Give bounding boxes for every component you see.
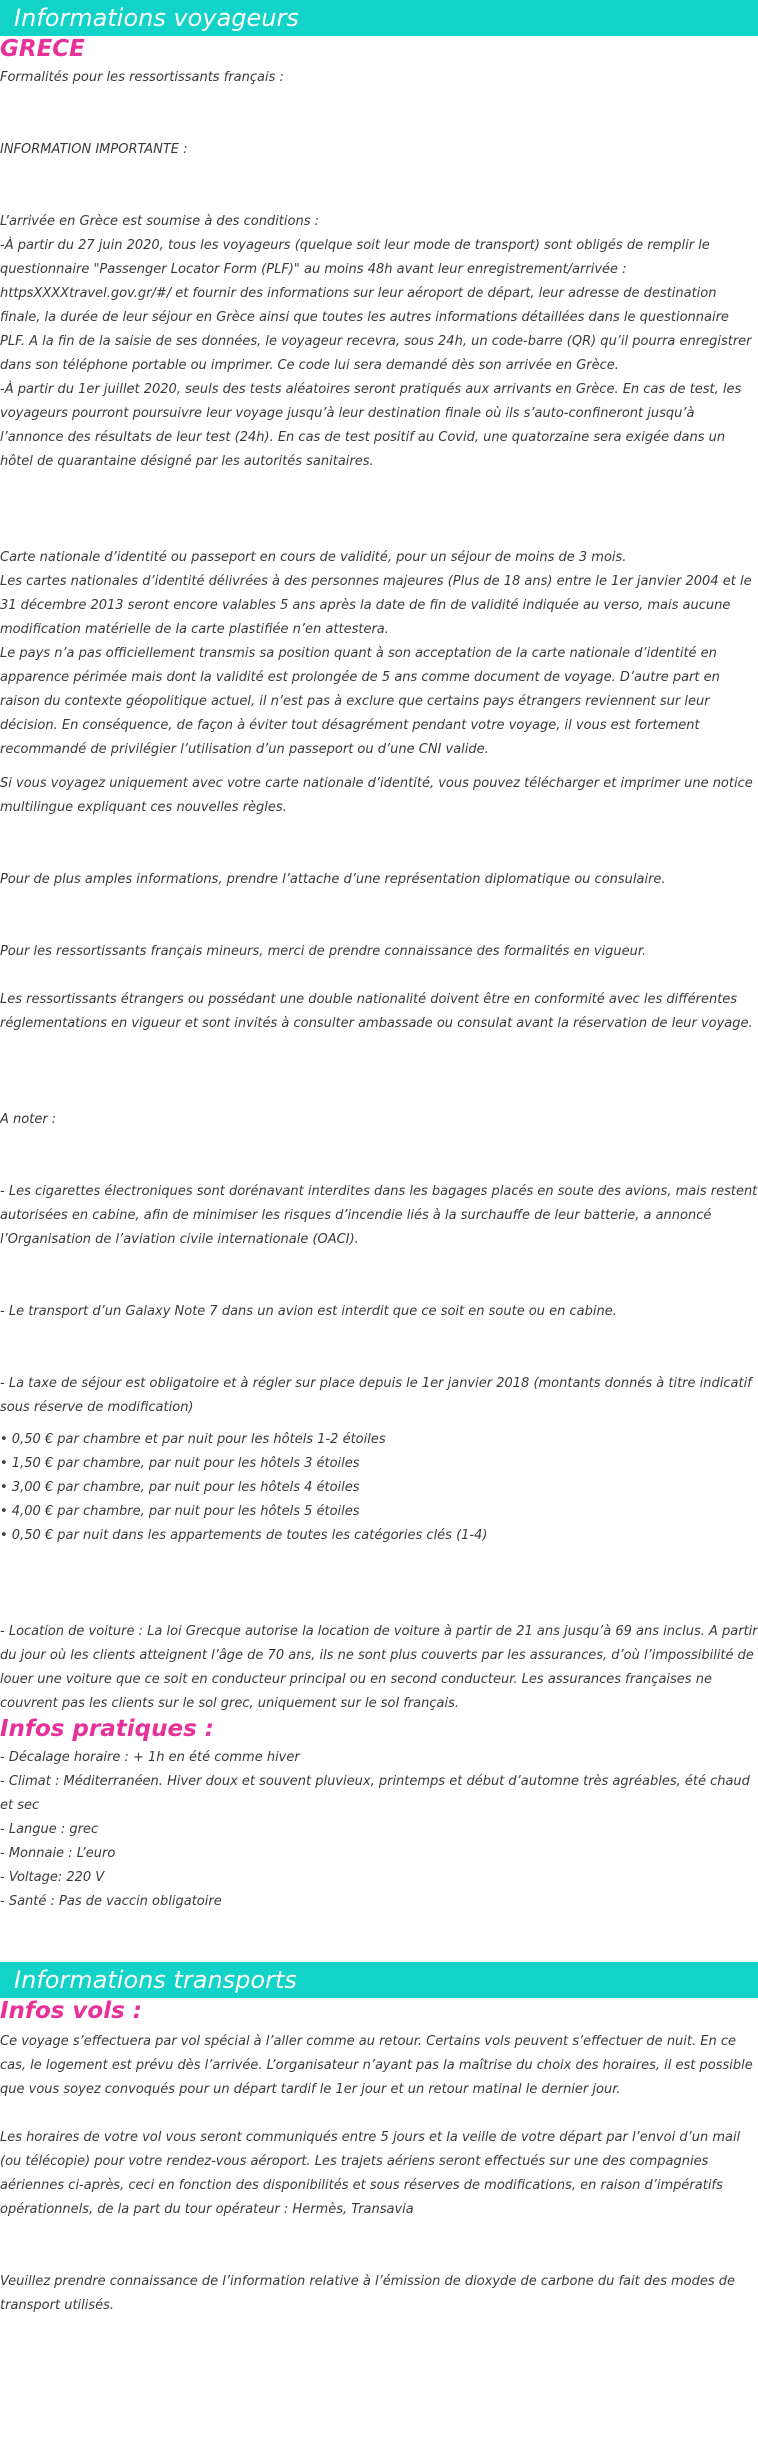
vols-text: Les horaires de votre vol vous seront communiqués entre 5 jours et la veille de votre départ par l’envoi d’un mail (ou télécopie) pour votre rendez-vous aéroport. Les trajets aériens seront effectués sur une des compagnies aériennes ci-après, ceci en fonction des disponibilités et sous réserves de modifications, en raison d’impératifs opérationnels, de la part du tour opérateur : Hermès, Transavia [0, 2130, 741, 2217]
conditions-line: -À partir du 1er juillet 2020, seuls des tests aléatoires seront pratiqués aux arrivants en Grèce. En cas de test, les voyageurs pourront poursuivre leur voyage jusqu’à leur destination finale où ils s’auto-confineront jusqu’à l’annonce des résultats de leur test (24h). En cas de test positif au Covid, une quatorzaine sera exigée dans un hôtel de quarantaine désigné par les autorités sanitaires. [0, 382, 742, 469]
taxe-text: - La taxe de séjour est obligatoire et à régler sur place depuis le 1er janvier 2018 (montants donnés à titre indicatif sous réserve de modification) [0, 1376, 752, 1415]
section-banner-transports: Informations transports [0, 1962, 758, 1998]
pratiques-item: - Monnaie : L’euro [0, 1846, 116, 1861]
conditions-line: -À partir du 27 juin 2020, tous les voyageurs (quelque soit leur mode de transport) sont obligés de remplir le questionnaire "Passenger Locator Form (PLF)" au moins 48h avant leur enregistrement/arrivée : httpsXXXXtravel.gov.gr/#/ et fournir des informations sur leur aéroport de départ, leur adresse de destination finale, la durée de leur séjour en Grèce ainsi que toutes les autres informations détaillées dans le questionnaire PLF. A la fin de la saisie de ses données, le voyageur recevra, sous 24h, un code-barre (QR) qu’il pourra enregistrer dans son téléphone portable ou imprimer. Ce code lui sera demandé dès son arrivée en Grèce. [0, 238, 752, 373]
a-noter-label: A noter : [0, 1112, 57, 1127]
cni-line: Carte nationale d’identité ou passeport en cours de validité, pour un séjour de moins de 3 mois. [0, 550, 627, 565]
diplo-text: Pour de plus amples informations, prendre l’attache d’une représentation diplomatique ou consulaire. [0, 872, 666, 887]
notice-text: Si vous voyagez uniquement avec votre carte nationale d’identité, vous pouvez télécharger et imprimer une notice multilingue expliquant ces nouvelles règles. [0, 776, 753, 815]
cni-line: Le pays n’a pas officiellement transmis sa position quant à son acceptation de la carte nationale d’identité en apparence périmée mais dont la validité est prolongée de 5 ans comme document de voyage. D’autre part en raison du contexte géopolitique actuel, il n’est pas à exclure que certains pays étrangers reviennent sur leur décision. En conséquence, de façon à éviter tout désagrément pendant votre voyage, il vous est fortement recommandé de privilégier l’utilisation d’un passeport ou d’une CNI valide. [0, 646, 720, 757]
taxe-item: • 0,50 € par chambre et par nuit pour les hôtels 1-2 étoiles [0, 1432, 386, 1447]
mineurs-text: Pour les ressortissants français mineurs, merci de prendre connaissance des formalités en vigueur. [0, 944, 647, 959]
infos-pratiques-heading: Infos pratiques : [0, 1716, 214, 1742]
pratiques-item: - Climat : Méditerranéen. Hiver doux et souvent pluvieux, printemps et début d’automne très agréables, été chaud et sec [0, 1774, 750, 1813]
formalites-intro: Formalités pour les ressortissants français : [0, 70, 284, 85]
cigarettes-text: - Les cigarettes électroniques sont dorénavant interdites dans les bagages placés en soute des avions, mais restent autorisées en cabine, afin de minimiser les risques d’incendie liés à la surchauffe de leur batterie, a annoncé l’Organisation de l’aviation civile internationale (OACI). [0, 1184, 758, 1247]
cni-line: Les cartes nationales d’identité délivrées à des personnes majeures (Plus de 18 ans) entre le 1er janvier 2004 et le 31 décembre 2013 seront encore valables 5 ans après la date de fin de validité indiquée au verso, mais aucune modification matérielle de la carte plastifiée n’en attestera. [0, 574, 752, 637]
country-heading: GRECE [0, 36, 85, 62]
galaxy-text: - Le transport d’un Galaxy Note 7 dans un avion est interdit que ce soit en soute ou en cabine. [0, 1304, 617, 1319]
etrangers-text: Les ressortissants étrangers ou possédant une double nationalité doivent être en conformité avec les différentes réglementations en vigueur et sont invités à consulter ambassade ou consulat avant la réservation de leur voyage. [0, 992, 753, 1031]
section-banner-voyageurs: Informations voyageurs [0, 0, 758, 36]
co2-text: Veuillez prendre connaissance de l’information relative à l’émission de dioxyde de carbone du fait des modes de transport utilisés. [0, 2274, 736, 2313]
conditions-line: L’arrivée en Grèce est soumise à des conditions : [0, 214, 319, 229]
important-label: INFORMATION IMPORTANTE : [0, 142, 188, 157]
pratiques-item: - Voltage: 220 V [0, 1870, 105, 1885]
pratiques-item: - Décalage horaire : + 1h en été comme hiver [0, 1750, 300, 1765]
taxe-item: • 4,00 € par chambre, par nuit pour les hôtels 5 étoiles [0, 1504, 360, 1519]
taxe-item: • 3,00 € par chambre, par nuit pour les hôtels 4 étoiles [0, 1480, 360, 1495]
vols-text: Ce voyage s’effectuera par vol spécial à l’aller comme au retour. Certains vols peuvent s’effectuer de nuit. En ce cas, le logement est prévu dès l’arrivée. L’organisateur n’ayant pas la maîtrise du choix des horaires, il est possible que vous soyez convoqués pour un départ tardif le 1er jour et un retour matinal le dernier jour. [0, 2034, 753, 2097]
infos-vols-heading: Infos vols : [0, 1998, 143, 2024]
pratiques-item: - Langue : grec [0, 1822, 99, 1837]
voiture-text: - Location de voiture : La loi Grecque autorise la location de voiture à partir de 21 ans jusqu’à 69 ans inclus. A partir du jour où les clients atteignent l’âge de 70 ans, ils ne sont plus couverts par les assurances, d’où l’impossibilité de louer une voiture que ce soit en conducteur principal ou en second conducteur. Les assurances françaises ne couvrent pas les clients sur le sol grec, uniquement sur le sol français. [0, 1624, 758, 1711]
taxe-item: • 0,50 € par nuit dans les appartements de toutes les catégories clés (1-4) [0, 1528, 488, 1543]
pratiques-item: - Santé : Pas de vaccin obligatoire [0, 1894, 222, 1909]
taxe-item: • 1,50 € par chambre, par nuit pour les hôtels 3 étoiles [0, 1456, 360, 1471]
